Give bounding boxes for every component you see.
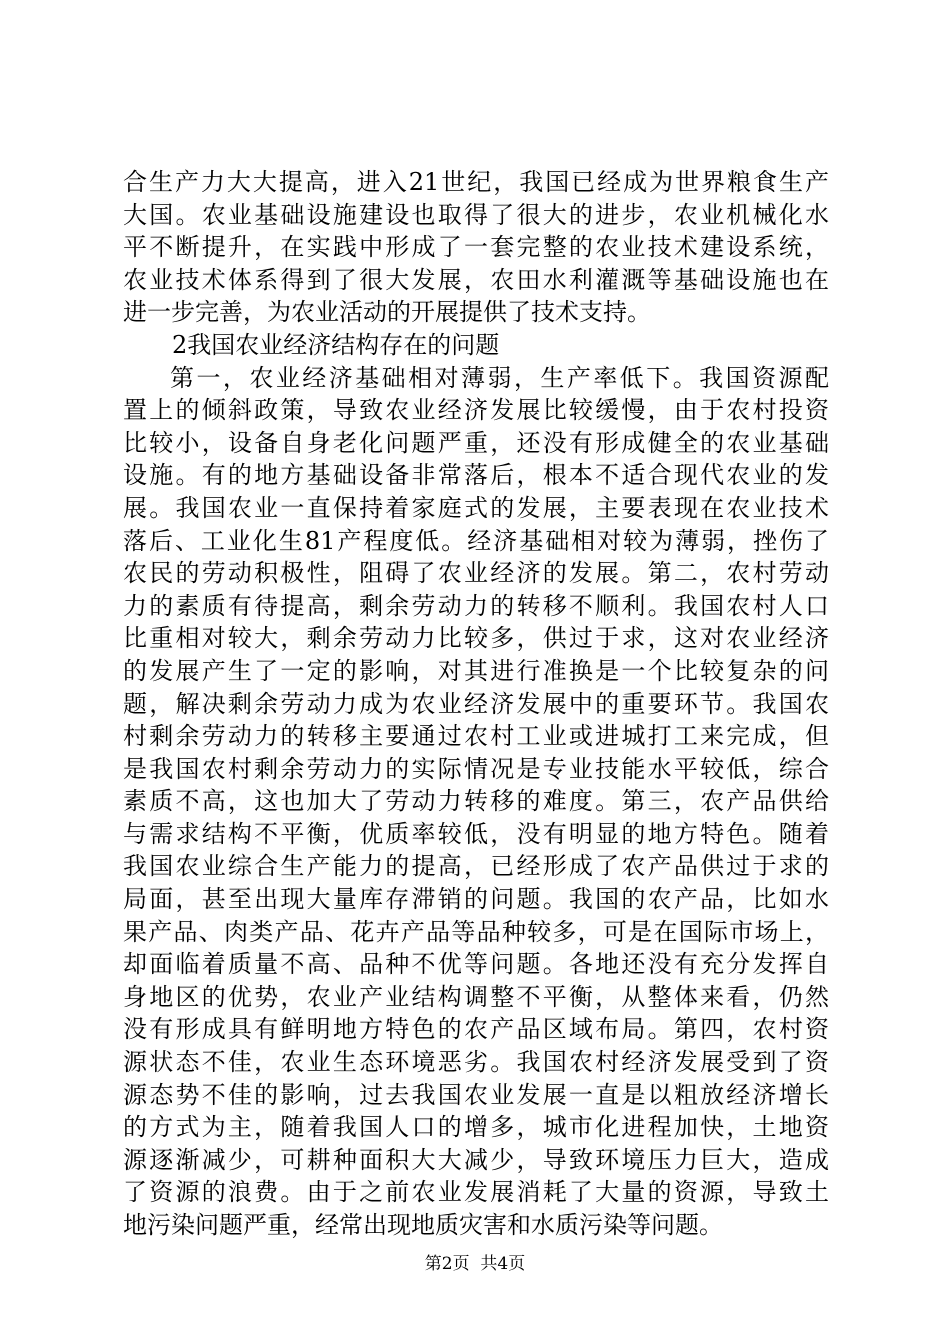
text-line: 设施。有的地方基础设备非常落后，根本不适合现代农业的发 bbox=[123, 461, 829, 490]
text-line: 比重相对较大，剩余劳动力比较多，供过于求，这对农业经济 bbox=[123, 624, 829, 653]
text-line: 源态势不佳的影响，过去我国农业发展一直是以粗放经济增长 bbox=[123, 1080, 829, 1109]
text-line: 源逐渐减少，可耕种面积大大减少，导致环境压力巨大，造成 bbox=[123, 1145, 829, 1174]
intro-paragraph bbox=[123, 166, 829, 329]
text-line: 没有形成具有鲜明地方特色的农产品区域布局。第四，农村资 bbox=[123, 1015, 829, 1044]
text-line: 果产品、肉类产品、花卉产品等品种较多，可是在国际市场上， bbox=[123, 917, 829, 946]
text-line: 我国农业综合生产能力的提高，已经形成了农产品供过于求的 bbox=[123, 852, 829, 881]
body-paragraph bbox=[123, 362, 829, 1242]
text-line: 地污染问题严重，经常出现地质灾害和水质污染等问题。 bbox=[123, 1211, 723, 1239]
text-line: 展。我国农业一直保持着家庭式的发展，主要表现在农业技术 bbox=[123, 493, 829, 522]
text-line: 农业技术体系得到了很大发展，农田水利灌溉等基础设施也在 bbox=[123, 265, 829, 294]
text-line: 题，解决剩余劳动力成为农业经济发展中的重要环节。我国农 bbox=[123, 689, 829, 718]
text-line: 进一步完善，为农业活动的开展提供了技术支持。 bbox=[123, 298, 651, 327]
text-line: 村剩余劳动力的转移主要通过农村工业或进城打工来完成，但 bbox=[123, 722, 829, 751]
text-line: 源状态不佳，农业生态环境恶劣。我国农村经济发展受到了资 bbox=[123, 1048, 829, 1077]
text-line: 平不断提升，在实践中形成了一套完整的农业技术建设系统， bbox=[123, 233, 829, 262]
text-line: 是我国农村剩余劳动力的实际情况是专业技能水平较低，综合 bbox=[123, 754, 829, 783]
text-line: 素质不高，这也加大了劳动力转移的难度。第三，农产品供给 bbox=[123, 787, 829, 816]
text-line: 落后、工业化生81产程度低。经济基础相对较为薄弱，挫伤了 bbox=[123, 526, 829, 555]
text-line: 与需求结构不平衡，优质率较低，没有明显的地方特色。随着 bbox=[123, 819, 829, 848]
text-line: 大国。农业基础设施建设也取得了很大的进步，农业机械化水 bbox=[123, 200, 829, 229]
text-line: 的发展产生了一定的影响，对其进行准换是一个比较复杂的问 bbox=[123, 656, 829, 685]
text-line: 身地区的优势，农业产业结构调整不平衡，从整体来看，仍然 bbox=[123, 982, 829, 1011]
text-line: 农民的劳动积极性，阻碍了农业经济的发展。第二，农村劳动 bbox=[123, 559, 829, 588]
text-line: 置上的倾斜政策，导致农业经济发展比较缓慢，由于农村投资 bbox=[123, 396, 829, 425]
text-line: 了资源的浪费。由于之前农业发展消耗了大量的资源，导致土 bbox=[123, 1178, 829, 1207]
text-line: 局面，甚至出现大量库存滞销的问题。我国的农产品，比如水 bbox=[123, 885, 829, 914]
text-line: 却面临着质量不高、品种不优等问题。各地还没有充分发挥自 bbox=[123, 950, 829, 979]
text-line: 合生产力大大提高，进入21世纪，我国已经成为世界粮食生产 bbox=[123, 168, 829, 196]
page-number-footer: 第2页 共4页 bbox=[424, 1254, 526, 1274]
text-line: 的方式为主，随着我国人口的增多，城市化进程加快，土地资 bbox=[123, 1113, 829, 1142]
text-line: 第一，农业经济基础相对薄弱，生产率低下。我国资源配 bbox=[170, 363, 829, 392]
text-line: 比较小，设备自身老化问题严重，还没有形成健全的农业基础 bbox=[123, 428, 829, 457]
text-line: 力的素质有待提高，剩余劳动力的转移不顺利。我国农村人口 bbox=[123, 591, 829, 620]
section-heading: 2我国农业经济结构存在的问题 bbox=[172, 330, 500, 359]
document-body bbox=[123, 166, 829, 1242]
